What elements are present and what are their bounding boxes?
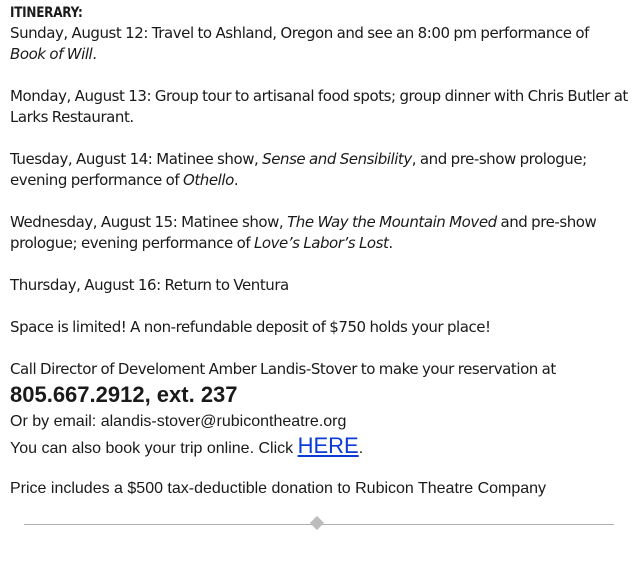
itinerary-heading: ITINERARY: xyxy=(10,5,83,21)
contact-intro: Call Director of Develoment Amber Landis-Stover to make your reservation at xyxy=(10,360,556,378)
itinerary-day-monday xyxy=(10,86,628,128)
show-title: Book of Will xyxy=(10,45,93,63)
day-text: Tuesday, August 14: Matinee show, xyxy=(10,150,263,168)
day-text: Wednesday, August 15: Matinee show, xyxy=(10,213,288,231)
itinerary-day-sunday xyxy=(10,23,628,65)
divider-diamond-icon xyxy=(310,516,324,530)
day-text-end: . xyxy=(233,171,239,189)
day-text-end: . xyxy=(92,45,97,63)
phone-number: 805.667.2912, ext. 237 xyxy=(10,382,238,407)
itinerary-day-tuesday xyxy=(10,149,628,191)
day-text: Sunday, August 12: Travel to Ashland, Oregon and see an 8:00 pm performance of xyxy=(10,24,589,42)
day-text-mid: and pre-show prologue; evening performance of xyxy=(10,213,597,252)
show-title-2: Love’s Labor’s Lost xyxy=(253,234,389,252)
day-text-end: . xyxy=(388,234,393,252)
day-text-mid: , and pre-show prologue; evening performance of xyxy=(10,150,587,189)
deposit-notice: Space is limited! A non-refundable deposit of $750 holds your place! xyxy=(10,318,491,336)
book-online-line xyxy=(10,434,628,461)
show-title: Sense and Sensibility xyxy=(262,150,412,168)
itinerary-day-thursday xyxy=(10,275,628,296)
day-text: Monday, August 13: Group tour to artisanal food spots; group dinner with Chris Butler at Larks Restaurant. xyxy=(10,87,628,126)
day-text: Thursday, August 16: Return to Ventura xyxy=(10,276,289,294)
book-online-text: You can also book your trip online. Click xyxy=(10,440,298,457)
itinerary-day-wednesday xyxy=(10,212,628,254)
book-online-end: . xyxy=(358,440,364,457)
itinerary-document xyxy=(10,3,628,501)
show-title-2: Othello xyxy=(183,171,234,189)
show-title: The Way the Mountain Moved xyxy=(287,213,497,231)
book-here-link[interactable]: HERE xyxy=(297,433,359,458)
email-line: Or by email: alandis-stover@rubicontheatre.org xyxy=(10,413,347,430)
price-note: Price includes a $500 tax-deductible donation to Rubicon Theatre Company xyxy=(10,480,547,497)
